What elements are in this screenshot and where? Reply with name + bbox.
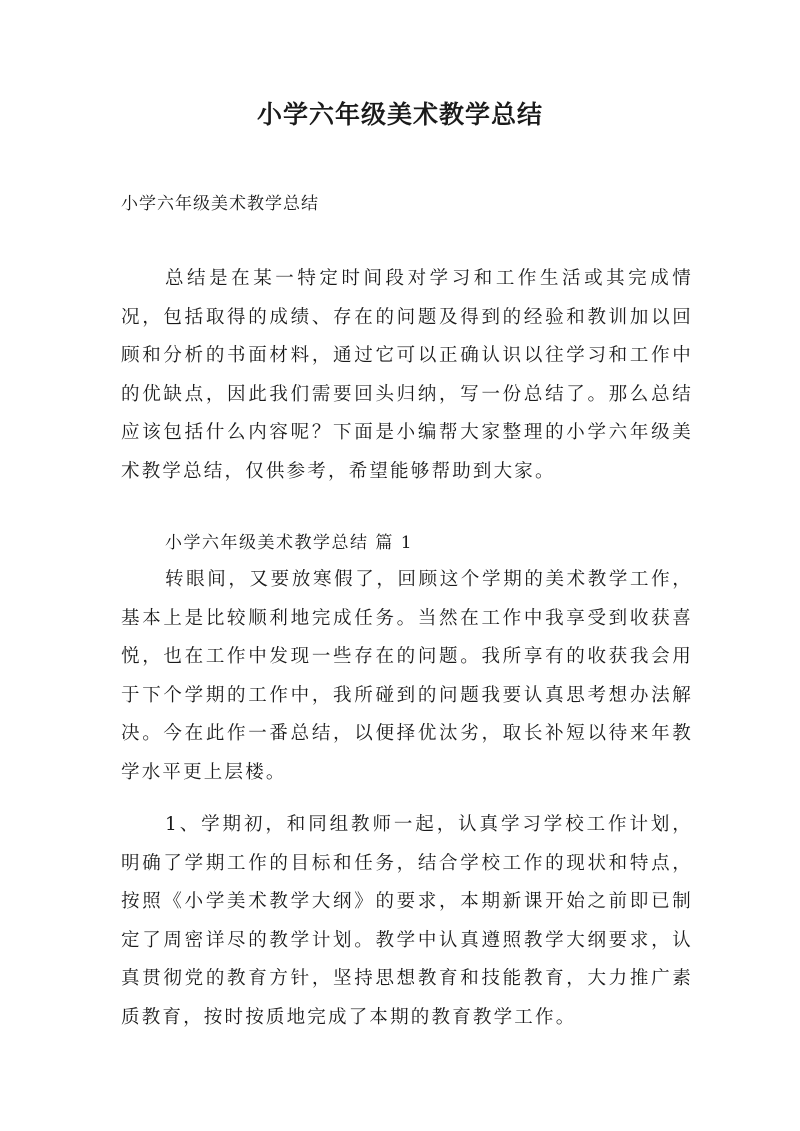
- section-heading: 小学六年级美术教学总结 篇 1: [165, 533, 414, 553]
- document-title: 小学六年级美术教学总结: [256, 100, 543, 129]
- intro-paragraph: 总结是在某一特定时间段对学习和工作生活或其完成情况，包括取得的成绩、存在的问题及得到的经验和教训加以回顾和分析的书面材料，通过它可以正确认识以往学习和工作中的优缺点，因此我们需要回头归纳，写一份总结了。那么总结应该包括什么内容呢？下面是小编帮大家整理的小学六年级美术教学总结，仅供参考，希望能够帮助到大家。: [121, 268, 693, 482]
- body-paragraph-2: 1、学期初，和同组教师一起，认真学习学校工作计划，明确了学期工作的目标和任务，结合学校工作的现状和特点，按照《小学美术教学大纲》的要求，本期新课开始之前即已制定了周密详尽的教学计划。教学中认真遵照教学大纲要求，认真贯彻党的教育方针，坚持思想教育和技能教育，大力推广素质教育，按时按质地完成了本期的教育教学工作。: [121, 814, 693, 1028]
- body-paragraph-1: 转眼间，又要放寒假了，回顾这个学期的美术教学工作，基本上是比较顺利地完成任务。当然在工作中我享受到收获喜悦，也在工作中发现一些存在的问题。我所享有的收获我会用于下个学期的工作中，我所碰到的问题我要认真思考想办法解决。今在此作一番总结，以便择优汰劣，取长补短以待来年教学水平更上层楼。: [121, 569, 693, 783]
- document-subtitle: 小学六年级美术教学总结: [121, 194, 319, 214]
